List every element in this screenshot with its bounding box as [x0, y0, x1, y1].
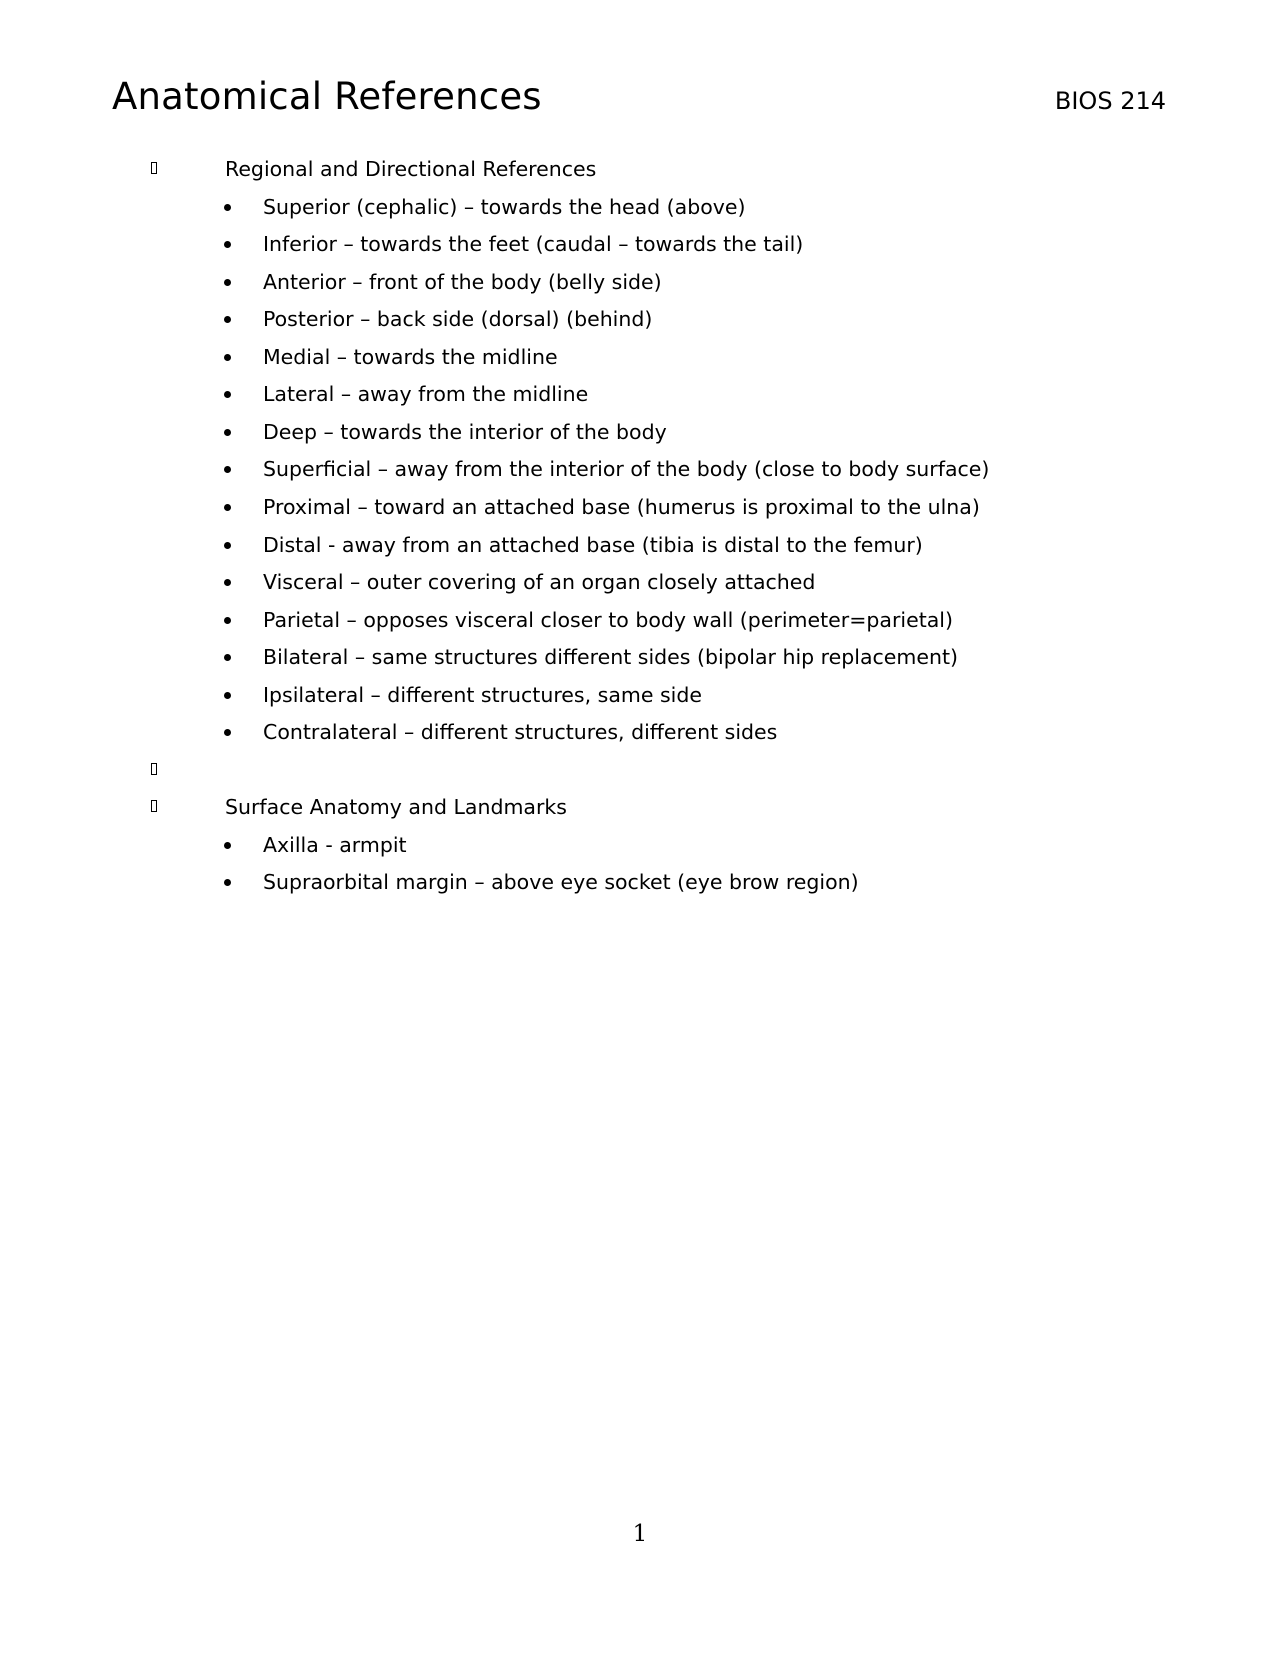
list-item	[0, 714, 1280, 751]
list-item	[0, 376, 1280, 413]
list-item	[0, 339, 1280, 376]
section-marker-icon	[151, 763, 157, 775]
page-title: Anatomical References	[112, 75, 542, 118]
list-item-text: Superior (cephalic) – towards the head (above)	[263, 194, 746, 219]
list-item	[0, 827, 1280, 864]
list-item	[0, 602, 1280, 639]
list-item-text: Supraorbital margin – above eye socket (eye brow region)	[263, 870, 859, 895]
list-item	[0, 226, 1280, 263]
bullet-icon	[224, 316, 231, 323]
bullet-icon	[224, 729, 231, 736]
bullet-icon	[224, 654, 231, 661]
bullet-icon	[224, 279, 231, 286]
list-item	[0, 527, 1280, 564]
bullet-icon	[224, 204, 231, 211]
section-heading-row	[0, 789, 1280, 826]
list-item	[0, 564, 1280, 601]
section-heading: Surface Anatomy and Landmarks	[225, 795, 567, 820]
page-number: 1	[632, 1521, 648, 1547]
section-marker-icon	[151, 800, 157, 812]
bullet-icon	[224, 579, 231, 586]
bullet-icon	[224, 504, 231, 511]
list-item-text: Superficial – away from the interior of the body (close to body surface)	[263, 457, 990, 482]
section-heading-row	[0, 151, 1280, 188]
list-item	[0, 451, 1280, 488]
section-heading: Regional and Directional References	[225, 157, 597, 181]
bullet-icon	[224, 617, 231, 624]
bullet-icon	[224, 429, 231, 436]
list-item	[0, 639, 1280, 676]
list-item	[0, 864, 1280, 901]
bullet-icon	[224, 692, 231, 699]
list-item-text: Lateral – away from the midline	[263, 382, 589, 407]
list-item-text: Posterior – back side (dorsal) (behind)	[263, 307, 653, 332]
bullet-icon	[224, 842, 231, 849]
bullet-icon	[224, 391, 231, 398]
list-item-text: Proximal – toward an attached base (humerus is proximal to the ulna)	[263, 494, 980, 519]
list-item	[0, 489, 1280, 526]
bullet-icon	[224, 879, 231, 886]
list-item	[0, 414, 1280, 451]
list-item-text: Medial – towards the midline	[263, 344, 558, 369]
bullet-icon	[224, 241, 231, 248]
list-item	[0, 189, 1280, 226]
list-item-text: Anterior – front of the body (belly side)	[263, 269, 662, 294]
list-item	[0, 677, 1280, 714]
list-item-text: Bilateral – same structures different sides (bipolar hip replacement)	[263, 645, 959, 670]
list-item	[0, 301, 1280, 338]
course-code: BIOS 214	[1054, 87, 1166, 115]
list-item-text: Distal - away from an attached base (tibia is distal to the femur)	[263, 532, 923, 557]
bullet-icon	[224, 542, 231, 549]
list-item	[0, 264, 1280, 301]
list-item-text: Deep – towards the interior of the body	[263, 419, 667, 444]
bullet-icon	[224, 354, 231, 361]
section-heading-row	[0, 752, 1280, 789]
list-item-text: Contralateral – different structures, different sides	[263, 720, 778, 745]
list-item-text: Ipsilateral – different structures, same side	[263, 682, 702, 707]
list-item-text: Axilla - armpit	[263, 832, 407, 857]
section-marker-icon	[151, 162, 157, 174]
bullet-icon	[224, 466, 231, 473]
list-item-text: Parietal – opposes visceral closer to body wall (perimeter=parietal)	[263, 607, 953, 632]
list-item-text: Inferior – towards the feet (caudal – towards the tail)	[263, 232, 804, 257]
list-item-text: Visceral – outer covering of an organ closely attached	[263, 570, 816, 594]
